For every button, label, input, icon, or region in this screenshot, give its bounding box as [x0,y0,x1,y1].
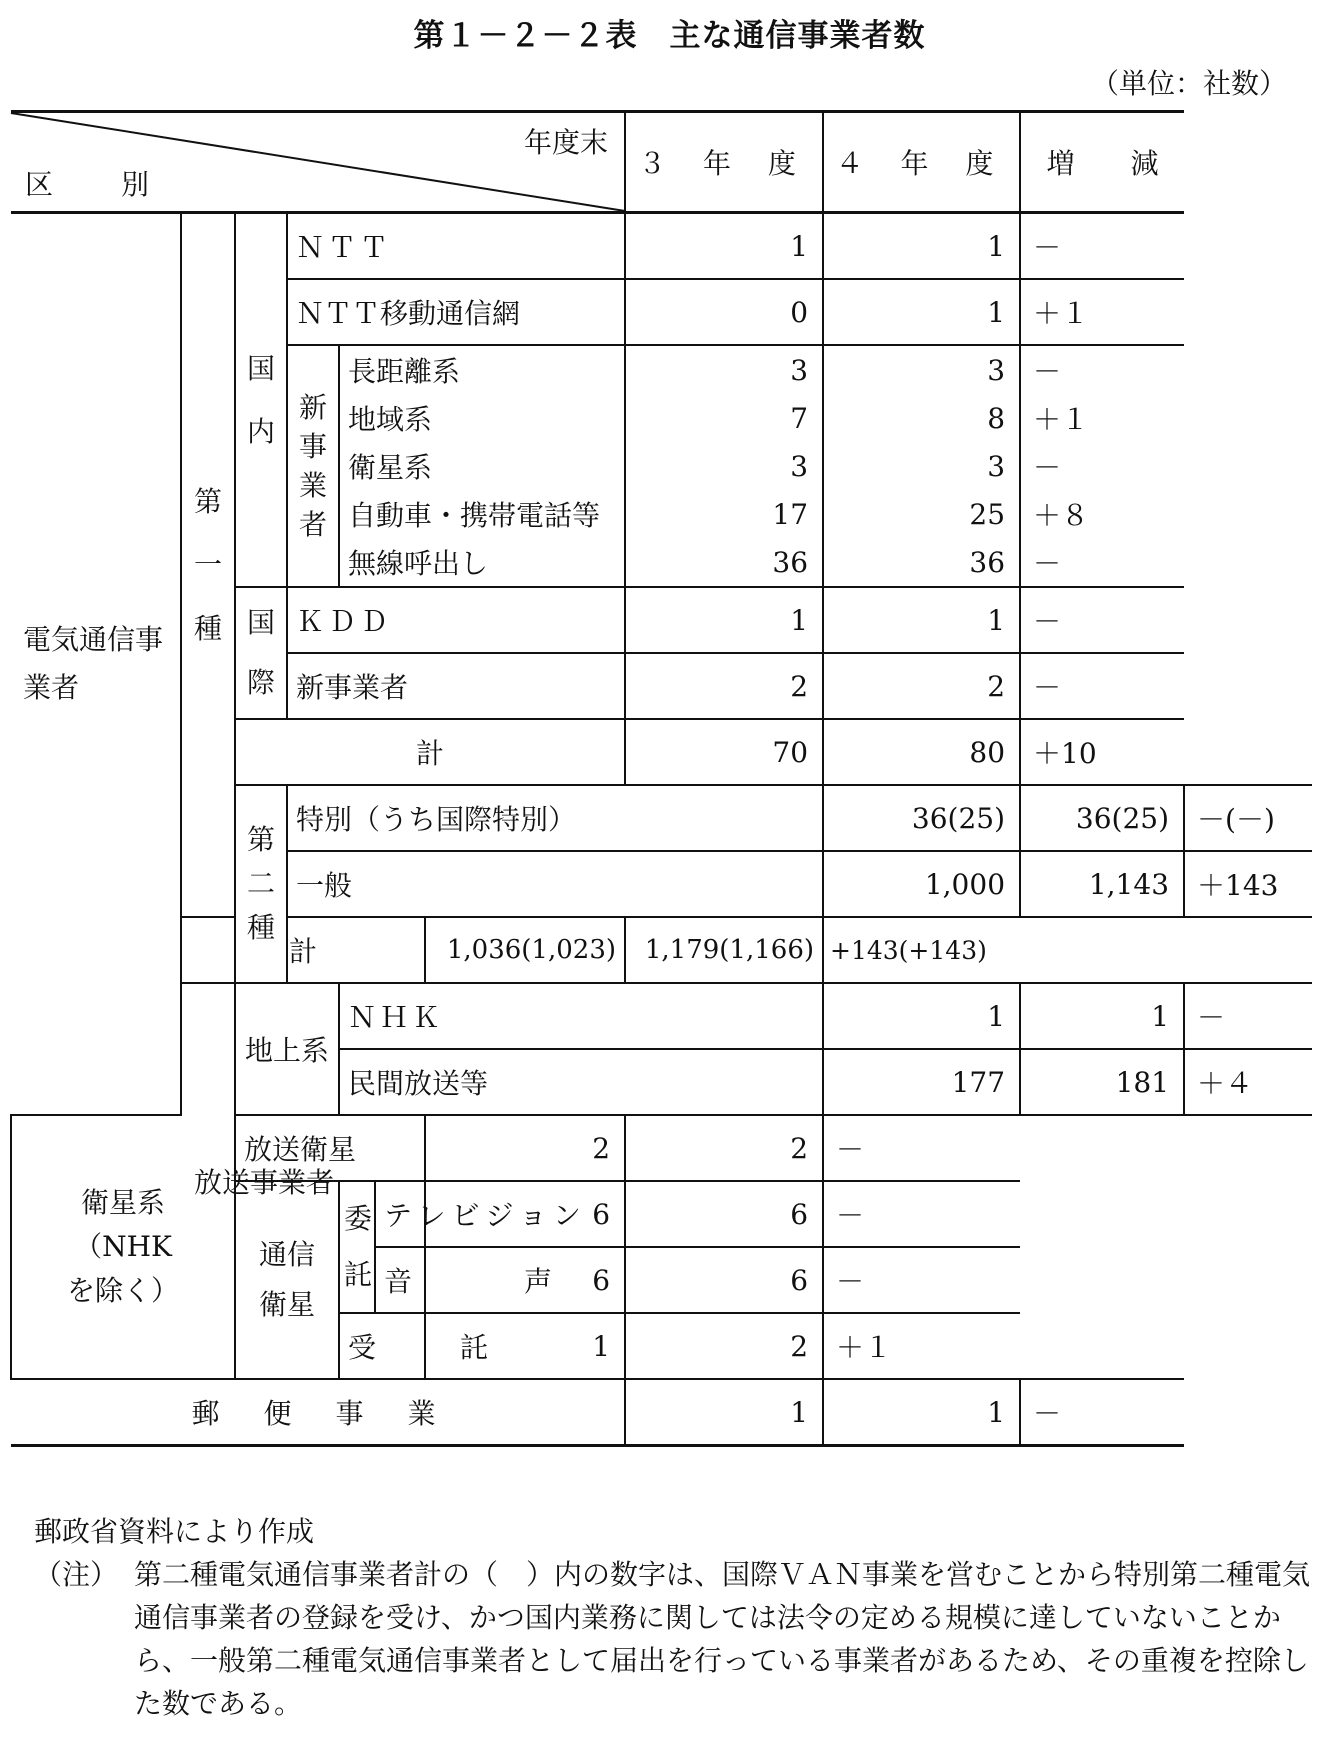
row-paging-label: 無線呼出し [339,538,625,587]
row-intl-new-fy3: 2 [625,653,823,719]
row-ntt-label: ＮＴＴ [287,213,625,280]
row-private-fy3: 177 [823,1049,1020,1115]
row-postal-fy4: 1 [823,1379,1020,1446]
row-tv-fy3: 6 [425,1181,625,1247]
row-tv-fy4: 6 [625,1181,823,1247]
row-bs-change: － [823,1115,1020,1181]
row-kdd-change: － [1020,587,1184,653]
row-long-label: 長距離系 [339,345,625,394]
row-intl-new-fy4: 2 [823,653,1020,719]
row-audio-change: － [823,1247,1020,1313]
row-ntt-change: － [1020,213,1184,280]
row-paging-fy3: 36 [625,538,823,587]
row-special-fy4: 36(25) [1020,785,1184,851]
row-type2-total-change: +143(+143) [823,917,1020,983]
row-mobile-fy3: 17 [625,490,823,538]
header-col-label: 年度末 [524,126,609,159]
row-satellite-fy3: 3 [625,442,823,490]
row-mobile-change: ＋８ [1020,490,1184,538]
row-tv-label: テレビジョン [375,1181,425,1247]
row-long-fy4: 3 [823,345,1020,394]
row-kdd-label: ＫＤＤ [287,587,625,653]
footnote [34,1553,1324,1725]
row-special-label: 特別（うち国際特別） [287,785,823,851]
row-nhk-fy4: 1 [1020,983,1184,1049]
row-regional-fy4: 8 [823,394,1020,442]
row-type1-total-fy3: 70 [625,719,823,785]
row-paging-fy4: 36 [823,538,1020,587]
row-nhk-fy3: 1 [823,983,1020,1049]
row-paging-change: － [1020,538,1184,587]
group-comm-sat: 通信 衛星 [235,1181,339,1379]
row-bs-fy4: 2 [625,1115,823,1181]
row-entrusted-label: 受 託 [339,1313,425,1379]
unit-label: （単位：社数） [1090,67,1287,100]
row-audio-label: 音 声 [375,1247,425,1313]
row-ntt-fy3: 1 [625,213,823,280]
group-telecom: 電気通信事業者 [11,213,181,1116]
row-mobile-label: 自動車・携帯電話等 [339,490,625,538]
group-type1: 第 一 種 [181,213,235,918]
header-fy4: ４ 年 度 [823,112,1020,213]
row-postal-label: 郵 便 事 業 [11,1379,625,1446]
row-general-fy4: 1,143 [1020,851,1184,917]
row-satellite-fy4: 3 [823,442,1020,490]
row-nhk-label: ＮＨＫ [339,983,823,1049]
row-mobile-fy4: 25 [823,490,1020,538]
row-bs-label: 放送衛星 [235,1115,425,1181]
group-new-entrants: 新 事 業 者 [287,345,339,587]
row-private-fy4: 181 [1020,1049,1184,1115]
row-postal-fy3: 1 [625,1379,823,1446]
group-broadcast: 放送事業者 [181,983,235,1379]
row-special-change: －(－) [1184,785,1312,851]
operators-table [10,110,1312,1447]
row-intl-new-label: 新事業者 [287,653,625,719]
header-fy3: ３ 年 度 [625,112,823,213]
row-type2-total-fy4: 1,179(1,166) [625,917,823,983]
row-type1-total-fy4: 80 [823,719,1020,785]
row-ntt-mobile-change: ＋１ [1020,279,1184,345]
row-bs-fy3: 2 [425,1115,625,1181]
row-ntt-mobile-label: ＮＴＴ移動通信網 [287,279,625,345]
row-long-fy3: 3 [625,345,823,394]
group-domestic: 国 内 [235,213,287,588]
row-kdd-fy3: 1 [625,587,823,653]
row-entrusted-change: ＋１ [823,1313,1020,1379]
group-terrestrial: 地上系 [235,983,339,1115]
row-regional-change: ＋１ [1020,394,1184,442]
row-type2-total-label: 計 [181,917,425,983]
row-regional-fy3: 7 [625,394,823,442]
row-special-fy3: 36(25) [823,785,1020,851]
row-ntt-mobile-fy4: 1 [823,279,1020,345]
row-private-label: 民間放送等 [339,1049,823,1115]
notes [34,1510,1324,1725]
group-type2: 第 二 種 [235,785,287,983]
row-postal-change: － [1020,1379,1184,1446]
row-entrusted-fy3: 1 [425,1313,625,1379]
row-audio-fy4: 6 [625,1247,823,1313]
footnote-label: （注） [34,1558,119,1591]
row-type1-total-label: 計 [235,719,625,785]
table-title: 第１－２－２表 主な通信事業者数 [413,18,926,54]
row-general-change: ＋143 [1184,851,1312,917]
group-international: 国 際 [235,587,287,719]
row-regional-label: 地域系 [339,394,625,442]
row-audio-fy3: 6 [425,1247,625,1313]
row-satellite-label: 衛星系 [339,442,625,490]
row-long-change: － [1020,345,1184,394]
row-ntt-mobile-fy3: 0 [625,279,823,345]
group-commissioned: 委 託 [339,1181,375,1313]
row-entrusted-fy4: 2 [625,1313,823,1379]
row-nhk-change: － [1184,983,1312,1049]
row-general-fy3: 1,000 [823,851,1020,917]
row-tv-change: － [823,1181,1020,1247]
row-type2-total-fy3: 1,036(1,023) [425,917,625,983]
source-note: 郵政省資料により作成 [34,1515,315,1548]
row-satellite-change: － [1020,442,1184,490]
header-diagonal-cell [11,112,625,213]
header-row-label: 区 別 [25,168,170,201]
row-type1-total-change: ＋10 [1020,719,1184,785]
row-private-change: ＋４ [1184,1049,1312,1115]
row-kdd-fy4: 1 [823,587,1020,653]
footnote-text: 第二種電気通信事業者計の（ ）内の数字は、国際ＶＡＮ事業を営むことから特別第二種電気通信事業者の登録を受け、かつ国内業務に関しては法令の定める規模に達していないことから、一般第二種電気通信事業者として届出を行っている事業者があるため、その重複を控除した数である。 [134,1558,1311,1720]
header-change: 増 減 [1020,112,1184,213]
group-satellite: 衛星系 （NHK を除く） [11,1115,235,1379]
row-intl-new-change: － [1020,653,1184,719]
row-ntt-fy4: 1 [823,213,1020,280]
row-general-label: 一般 [287,851,823,917]
